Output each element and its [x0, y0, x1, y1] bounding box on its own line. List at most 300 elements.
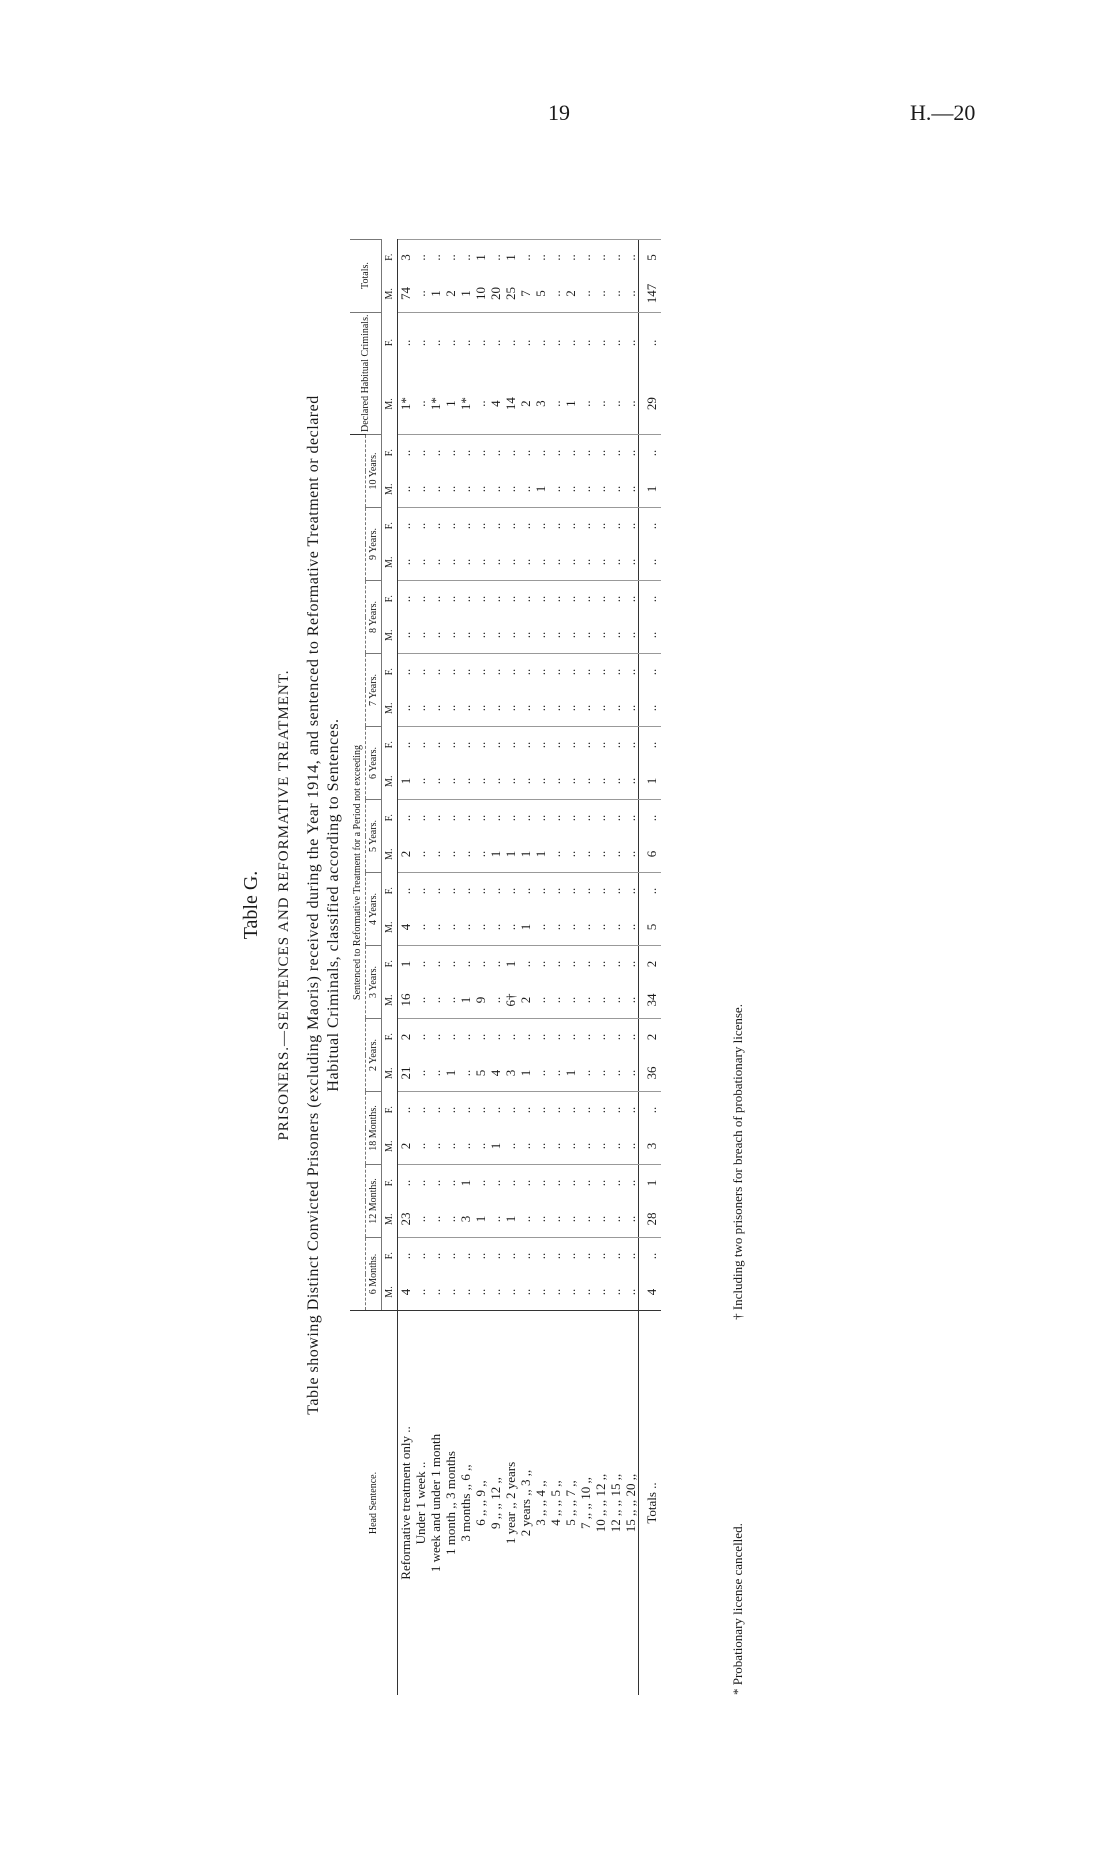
footnotes: [730, 495, 746, 1695]
table-cell: ..: [503, 508, 518, 545]
table-cell: ..: [548, 581, 563, 618]
table-cell: ..: [443, 923, 458, 931]
table-cell: ..: [503, 1019, 518, 1056]
table-cell: 2: [563, 290, 578, 297]
table-cell: ..: [443, 1165, 458, 1202]
table-cell: ..: [623, 1019, 639, 1056]
table-cell: ..: [428, 777, 443, 785]
table-cell: ..: [518, 435, 533, 472]
table-cell: 1: [639, 1165, 662, 1202]
table-cell: ..: [533, 704, 548, 712]
table-cell: ..: [548, 1215, 563, 1223]
table-cell: ..: [458, 239, 473, 276]
table-cell: 1: [503, 1215, 518, 1223]
period-header: 10 Years.: [366, 435, 382, 508]
female-column-header: F.: [382, 581, 398, 618]
table-cell: ..: [608, 435, 623, 472]
table-cell: ..: [533, 312, 548, 373]
table-cell: ..: [578, 777, 593, 785]
table-cell: 16: [398, 993, 413, 1007]
table-cell: ..: [563, 1215, 578, 1223]
table-cell: ..: [518, 1288, 533, 1296]
table-cell: ..: [578, 1069, 593, 1077]
table-cell: ..: [578, 654, 593, 691]
table-cell: ..: [548, 850, 563, 858]
table-cell: ..: [503, 485, 518, 493]
table-cell: ..: [473, 850, 488, 858]
period-header: 8 Years.: [366, 581, 382, 654]
table-cell: ..: [413, 435, 428, 472]
table-cell: ..: [578, 1238, 593, 1275]
table-cell: ..: [563, 777, 578, 785]
table-cell: ..: [443, 1019, 458, 1056]
table-cell: ..: [503, 923, 518, 931]
table-cell: 2: [398, 1019, 414, 1056]
table-cell: ..: [428, 581, 443, 618]
page-number: 19: [548, 100, 570, 125]
table-cell: ..: [428, 873, 443, 910]
table-cell: ..: [443, 850, 458, 858]
table-cell: ..: [488, 996, 503, 1004]
table-cell: ..: [518, 1215, 533, 1223]
table-cell: ..: [398, 704, 413, 712]
table-cell: ..: [413, 312, 428, 373]
table-cell: ..: [593, 1019, 608, 1056]
table-cell: ..: [563, 312, 578, 373]
table-cell: ..: [593, 996, 608, 1004]
table-cell: ..: [593, 631, 608, 639]
table-row: [578, 239, 593, 1695]
table-cell: ..: [548, 996, 563, 1004]
table-cell: ..: [428, 312, 443, 373]
table-cell: 1: [458, 996, 473, 1004]
table-cell: ..: [488, 631, 503, 639]
table-cell: ..: [473, 873, 488, 910]
table-cell: ..: [593, 558, 608, 566]
table-cell: ..: [428, 435, 443, 472]
female-column-header: F.: [382, 727, 398, 764]
table-cell: ..: [578, 631, 593, 639]
table-cell: ..: [428, 1069, 443, 1077]
totals-row: [639, 239, 662, 1695]
table-cell: 4: [398, 923, 413, 931]
table-cell: ..: [428, 1165, 443, 1202]
table-label: Table G.: [240, 870, 262, 940]
table-cell: ..: [623, 850, 638, 858]
table-cell: ..: [518, 1238, 533, 1275]
table-cell: ..: [518, 581, 533, 618]
table-cell: ..: [593, 1238, 608, 1275]
female-column-header: F.: [382, 800, 398, 837]
table-cell: ..: [608, 923, 623, 931]
table-cell: ..: [443, 485, 458, 493]
table-cell: ..: [473, 1019, 488, 1056]
table-cell: ..: [458, 873, 473, 910]
table-cell: 1: [639, 763, 662, 800]
table-cell: ..: [443, 239, 458, 276]
table-cell: ..: [608, 873, 623, 910]
description-line-1: Table showing Distinct Convicted Prisoners (excluding Maoris) received during the Year 1914, and sentenced to Reformative Treatment or declared: [305, 395, 322, 1415]
table-cell: ..: [503, 312, 518, 373]
table-cell: ..: [623, 1092, 639, 1129]
table-cell: ..: [398, 558, 413, 566]
table-cell: ..: [533, 1238, 548, 1275]
table-cell: ..: [639, 727, 662, 764]
table-cell: 1: [473, 1215, 488, 1223]
table-cell: ..: [623, 777, 638, 785]
female-column-header: F.: [382, 1019, 398, 1056]
reformative-group-header: Sentenced to Reformative Treatment for a Period not exceeding: [350, 435, 366, 1311]
table-cell: ..: [548, 1142, 563, 1150]
table-cell: ..: [428, 850, 443, 858]
table-cell: 1: [488, 1142, 503, 1150]
table-cell: ..: [473, 312, 488, 373]
table-cell: 1: [518, 923, 533, 931]
table-cell: ..: [503, 1142, 518, 1150]
male-column-header: M.: [382, 544, 398, 581]
table-cell: ..: [473, 1165, 488, 1202]
table-cell: 3: [533, 400, 548, 407]
table-cell: 2: [398, 850, 413, 858]
table-cell: ..: [488, 1165, 503, 1202]
table-cell: ..: [518, 508, 533, 545]
table-cell: 1: [398, 777, 413, 785]
table-cell: ..: [488, 800, 503, 837]
table-cell: ..: [428, 946, 443, 983]
table-cell: 147: [639, 276, 662, 313]
table-cell: ..: [623, 485, 638, 493]
table-cell: ..: [473, 558, 488, 566]
table-cell: 2: [398, 1142, 413, 1150]
table-cell: ..: [458, 485, 473, 493]
table-cell: ..: [548, 777, 563, 785]
table-cell: ..: [578, 312, 593, 373]
table-cell: ..: [548, 312, 563, 373]
table-cell: ..: [428, 923, 443, 931]
table-cell: 9: [473, 996, 488, 1004]
table-cell: ..: [458, 704, 473, 712]
table-cell: ..: [639, 800, 662, 837]
table-cell: ..: [473, 400, 488, 407]
table-cell: ..: [548, 800, 563, 837]
habitual-header: Declared Habitual Criminals.: [350, 312, 382, 434]
table-cell: ..: [578, 704, 593, 712]
table-cell: ..: [488, 435, 503, 472]
table-cell: ..: [503, 1288, 518, 1296]
table-cell: ..: [503, 1165, 518, 1202]
table-cell: ..: [608, 290, 623, 297]
table-cell: ..: [458, 800, 473, 837]
table-cell: 1: [503, 946, 518, 983]
table-cell: 2: [639, 1019, 662, 1056]
table-cell: ..: [639, 654, 662, 691]
table-cell: ..: [563, 1238, 578, 1275]
row-label: Reformative treatment only ..: [398, 1311, 414, 1696]
table-cell: ..: [533, 727, 548, 764]
table-cell: ..: [518, 558, 533, 566]
table-cell: ..: [473, 946, 488, 983]
table-row: [458, 239, 473, 1695]
table-cell: ..: [593, 727, 608, 764]
table-cell: ..: [593, 654, 608, 691]
table-cell: ..: [608, 239, 623, 276]
table-cell: ..: [533, 581, 548, 618]
table-cell: ..: [548, 1069, 563, 1077]
table-cell: ..: [473, 1142, 488, 1150]
table-cell: 3: [398, 239, 414, 276]
table-row: [488, 239, 503, 1695]
table-row: [413, 239, 428, 1695]
row-label: 1 year ,, 2 years: [503, 1311, 518, 1696]
table-cell: ..: [518, 1019, 533, 1056]
table-cell: 4: [398, 1288, 413, 1296]
row-label: 10 ,, ,, 12 ,,: [593, 1311, 608, 1696]
period-header: 5 Years.: [366, 800, 382, 873]
table-cell: ..: [413, 1142, 428, 1150]
table-cell: ..: [398, 873, 414, 910]
table-cell: ..: [639, 508, 662, 545]
table-cell: ..: [428, 654, 443, 691]
table-cell: ..: [503, 777, 518, 785]
table-cell: ..: [563, 946, 578, 983]
table-cell: ..: [488, 777, 503, 785]
table-cell: ..: [458, 777, 473, 785]
table-cell: ..: [443, 1092, 458, 1129]
table-cell: 1*: [398, 397, 413, 411]
table-cell: ..: [488, 1215, 503, 1223]
table-cell: ..: [548, 290, 563, 297]
table-cell: ..: [593, 400, 608, 407]
table-cell: 1: [428, 290, 443, 297]
table-cell: ..: [518, 727, 533, 764]
table-cell: ..: [473, 727, 488, 764]
table-cell: ..: [563, 1165, 578, 1202]
table-cell: ..: [578, 508, 593, 545]
table-cell: 34: [639, 982, 662, 1019]
table-cell: ..: [563, 800, 578, 837]
table-cell: 1: [503, 850, 518, 858]
table-cell: ..: [488, 1019, 503, 1056]
table-cell: ..: [548, 1019, 563, 1056]
table-cell: ..: [518, 946, 533, 983]
table-cell: ..: [443, 1142, 458, 1150]
table-cell: ..: [413, 290, 428, 297]
table-cell: ..: [578, 946, 593, 983]
male-column-header: M.: [382, 471, 398, 508]
table-cell: ..: [503, 1238, 518, 1275]
table-cell: 1: [488, 850, 503, 858]
table-cell: ..: [458, 1069, 473, 1077]
table-cell: 1: [458, 1165, 473, 1202]
document-code: H.—20: [910, 100, 976, 125]
table-cell: ..: [548, 485, 563, 493]
table-cell: 1*: [428, 397, 443, 411]
female-column-header: F.: [382, 239, 398, 276]
table-cell: ..: [578, 581, 593, 618]
table-cell: ..: [639, 544, 662, 581]
female-column-header: F.: [382, 1092, 398, 1129]
table-cell: ..: [518, 1092, 533, 1129]
footnote-breach: † Including two prisoners for breach of probationary license.: [730, 1004, 745, 1320]
table-cell: ..: [563, 996, 578, 1004]
table-cell: ..: [443, 1288, 458, 1296]
table-row: [398, 239, 414, 1695]
table-cell: ..: [398, 800, 414, 837]
table-cell: ..: [473, 1238, 488, 1275]
table-cell: ..: [533, 1288, 548, 1296]
table-cell: ..: [578, 485, 593, 493]
table-cell: ..: [593, 946, 608, 983]
table-cell: ..: [398, 631, 413, 639]
table-cell: ..: [563, 704, 578, 712]
table-cell: 25: [503, 287, 518, 301]
table-cell: ..: [623, 923, 638, 931]
table-cell: ..: [428, 1142, 443, 1150]
table-cell: ..: [608, 485, 623, 493]
table-cell: ..: [593, 1165, 608, 1202]
row-label: 3 ,, ,, 4 ,,: [533, 1311, 548, 1696]
table-cell: ..: [623, 704, 638, 712]
table-cell: ..: [443, 312, 458, 373]
table-cell: ..: [458, 508, 473, 545]
table-cell: ..: [639, 1092, 662, 1129]
table-cell: ..: [413, 946, 428, 983]
table-cell: 7: [518, 290, 533, 297]
table-row: [533, 239, 548, 1695]
table-cell: ..: [473, 1288, 488, 1296]
table-cell: ..: [563, 558, 578, 566]
table-cell: ..: [458, 1142, 473, 1150]
male-column-header: M.: [382, 763, 398, 800]
table-cell: ..: [623, 727, 639, 764]
table-cell: ..: [503, 704, 518, 712]
table-cell: ..: [563, 654, 578, 691]
table-cell: ..: [608, 1092, 623, 1129]
table-cell: 36: [639, 1055, 662, 1092]
row-label: Under 1 week ..: [413, 1311, 428, 1696]
table-description: [304, 105, 344, 1705]
female-column-header: F.: [382, 1165, 398, 1202]
row-label: 9 ,, ,, 12 ,,: [488, 1311, 503, 1696]
table-cell: 28: [639, 1201, 662, 1238]
table-cell: ..: [428, 704, 443, 712]
table-cell: 1: [473, 239, 488, 276]
head-sentence-header: Head Sentence.: [350, 1311, 398, 1696]
table-cell: ..: [623, 435, 639, 472]
table-cell: ..: [593, 1288, 608, 1296]
table-cell: ..: [518, 800, 533, 837]
table-cell: ..: [533, 800, 548, 837]
table-cell: ..: [639, 690, 662, 727]
table-cell: 1: [443, 1069, 458, 1077]
table-cell: ..: [458, 727, 473, 764]
table-cell: ..: [563, 581, 578, 618]
table-cell: ..: [533, 946, 548, 983]
table-cell: ..: [413, 800, 428, 837]
table-cell: ..: [548, 654, 563, 691]
table-cell: ..: [503, 654, 518, 691]
table-row: [548, 239, 563, 1695]
row-label: 6 ,, ,, 9 ,,: [473, 1311, 488, 1696]
table-cell: ..: [533, 1069, 548, 1077]
table-cell: ..: [518, 1165, 533, 1202]
table-cell: ..: [533, 1165, 548, 1202]
table-cell: ..: [413, 1019, 428, 1056]
table-cell: ..: [533, 654, 548, 691]
table-cell: ..: [639, 312, 662, 373]
table-cell: ..: [608, 1288, 623, 1296]
table-cell: ..: [503, 873, 518, 910]
table-cell: ..: [413, 631, 428, 639]
table-cell: ..: [563, 1092, 578, 1129]
male-column-header: M.: [382, 276, 398, 313]
table-cell: ..: [608, 1215, 623, 1223]
table-cell: ..: [443, 800, 458, 837]
table-cell: ..: [639, 435, 662, 472]
table-cell: ..: [443, 581, 458, 618]
table-cell: ..: [473, 485, 488, 493]
row-label: 7 ,, ,, 10 ,,: [578, 1311, 593, 1696]
table-cell: ..: [563, 435, 578, 472]
table-cell: ..: [578, 400, 593, 407]
table-cell: ..: [473, 435, 488, 472]
table-cell: ..: [428, 1019, 443, 1056]
table-cell: ..: [443, 777, 458, 785]
period-header: 12 Months.: [366, 1165, 382, 1238]
table-cell: ..: [488, 581, 503, 618]
table-cell: ..: [593, 508, 608, 545]
male-column-header: M.: [382, 617, 398, 654]
female-column-header: F.: [382, 508, 398, 545]
table-cell: ..: [608, 400, 623, 407]
table-cell: ..: [488, 1092, 503, 1129]
table-cell: ..: [623, 1288, 638, 1296]
table-cell: ..: [413, 873, 428, 910]
table-cell: ..: [488, 485, 503, 493]
table-cell: ..: [503, 581, 518, 618]
table-cell: ..: [488, 727, 503, 764]
table-cell: ..: [533, 923, 548, 931]
table-cell: ..: [578, 850, 593, 858]
table-cell: ..: [458, 581, 473, 618]
table-cell: ..: [533, 1215, 548, 1223]
male-column-header: M.: [382, 690, 398, 727]
table-cell: ..: [623, 400, 638, 407]
sentences-table: [350, 239, 661, 1695]
table-cell: ..: [608, 946, 623, 983]
male-column-header: M.: [382, 1055, 398, 1092]
table-cell: ..: [443, 558, 458, 566]
table-cell: 1: [503, 239, 518, 276]
table-cell: ..: [443, 996, 458, 1004]
table-cell: ..: [518, 1142, 533, 1150]
table-cell: ..: [593, 435, 608, 472]
table-cell: ..: [398, 1238, 414, 1275]
table-cell: 1: [398, 946, 414, 983]
table-cell: ..: [578, 558, 593, 566]
table-cell: ..: [413, 1165, 428, 1202]
row-label: 1 month ,, 3 months: [443, 1311, 458, 1696]
table-cell: ..: [458, 1092, 473, 1129]
table-cell: ..: [639, 617, 662, 654]
row-label: 12 ,, ,, 15 ,,: [608, 1311, 623, 1696]
table-cell: ..: [608, 800, 623, 837]
table-cell: ..: [608, 654, 623, 691]
table-cell: ..: [578, 1019, 593, 1056]
table-cell: ..: [623, 290, 638, 297]
table-cell: 4: [488, 400, 503, 407]
table-cell: ..: [608, 777, 623, 785]
